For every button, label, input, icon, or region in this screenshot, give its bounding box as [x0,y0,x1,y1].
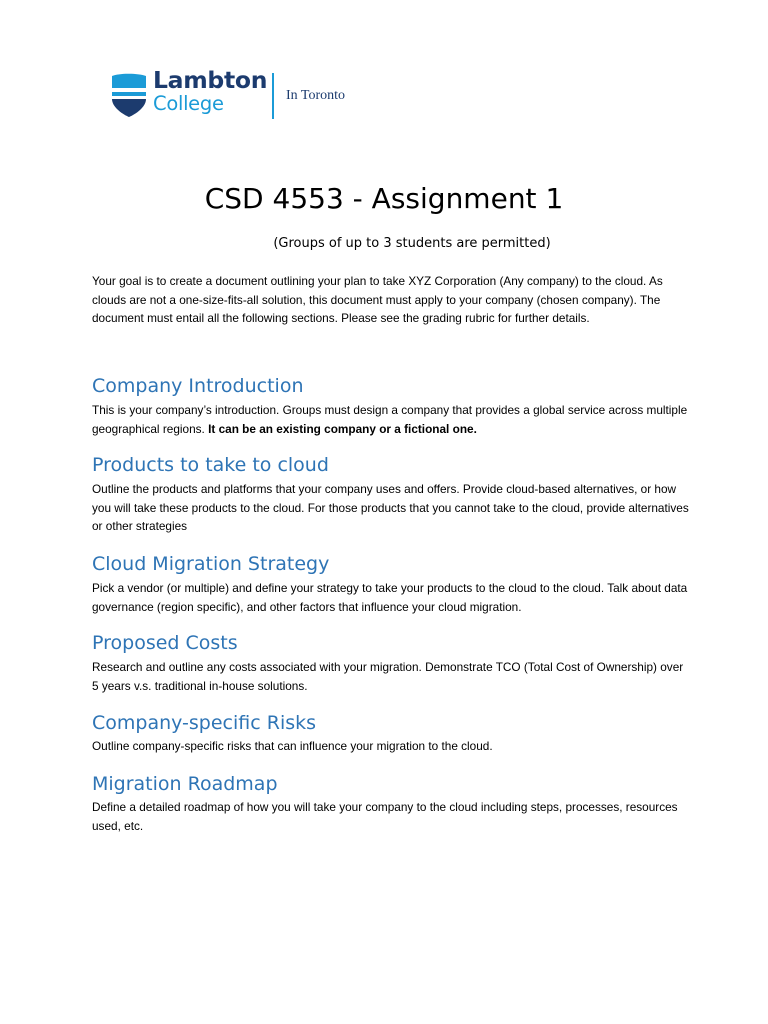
logo-wordmark-college: College [153,92,224,115]
section-text: Outline company-specific risks that can influence your migration to the cloud. [92,739,493,753]
logo-divider [272,73,274,119]
section-text: Research and outline any costs associated with your migration. Demonstrate TCO (Total Cost of Ownership) over 5 years v.s. traditional in-house solutions. [92,660,684,693]
section-text-bold: It can be an existing company or a fictional one. [208,421,477,436]
section-body-migration-roadmap [92,798,692,835]
logo-wordmark-lambton: Lambton [153,66,268,94]
section-heading-company-introduction: Company Introduction [92,375,304,397]
section-heading-proposed-costs: Proposed Costs [92,632,238,654]
intro-text: Your goal is to create a document outlining your plan to take XYZ Corporation (Any company) to the cloud. As clouds are not a one-size-fits-all solution, this document must apply to your company (chosen company). The document must entail all the following sections. Please see the grading rubric for further details. [92,274,663,325]
lambton-college-logo [112,66,352,122]
section-heading-cloud-migration-strategy: Cloud Migration Strategy [92,553,330,575]
document-subtitle: (Groups of up to 3 students are permitted) [273,236,551,251]
logo-campus-label: In Toronto [286,88,346,103]
lambton-shield-icon [112,72,146,118]
section-text: Pick a vendor (or multiple) and define your strategy to take your products to the cloud to the cloud. Talk about data governance (region specific), and other factors that influence your cloud migration. [92,581,688,614]
section-body-products-to-take-to-cloud [92,480,692,536]
section-heading-migration-roadmap: Migration Roadmap [92,773,278,795]
section-text-regular: This is your company’s introduction. Groups must design a company that provides a global service across multiple geographical regions. [92,403,688,436]
section-heading-company-specific-risks: Company-specific Risks [92,712,317,734]
section-text [92,401,692,438]
section-text: Outline the products and platforms that your company uses and offers. Provide cloud-based alternatives, or how you will take these products to the cloud. For those products that you cannot take to the cloud, provide alternatives or other strategies [92,482,689,533]
section-body-company-specific-risks [92,737,692,756]
section-body-company-introduction [92,401,692,438]
section-heading-products-to-take-to-cloud: Products to take to cloud [92,454,329,476]
section-text: Define a detailed roadmap of how you will take your company to the cloud including steps, processes, resources used, etc. [92,800,678,833]
section-body-cloud-migration-strategy [92,579,692,616]
intro-paragraph [92,272,692,328]
section-body-proposed-costs [92,658,692,695]
document-title: CSD 4553 - Assignment 1 [204,182,564,215]
